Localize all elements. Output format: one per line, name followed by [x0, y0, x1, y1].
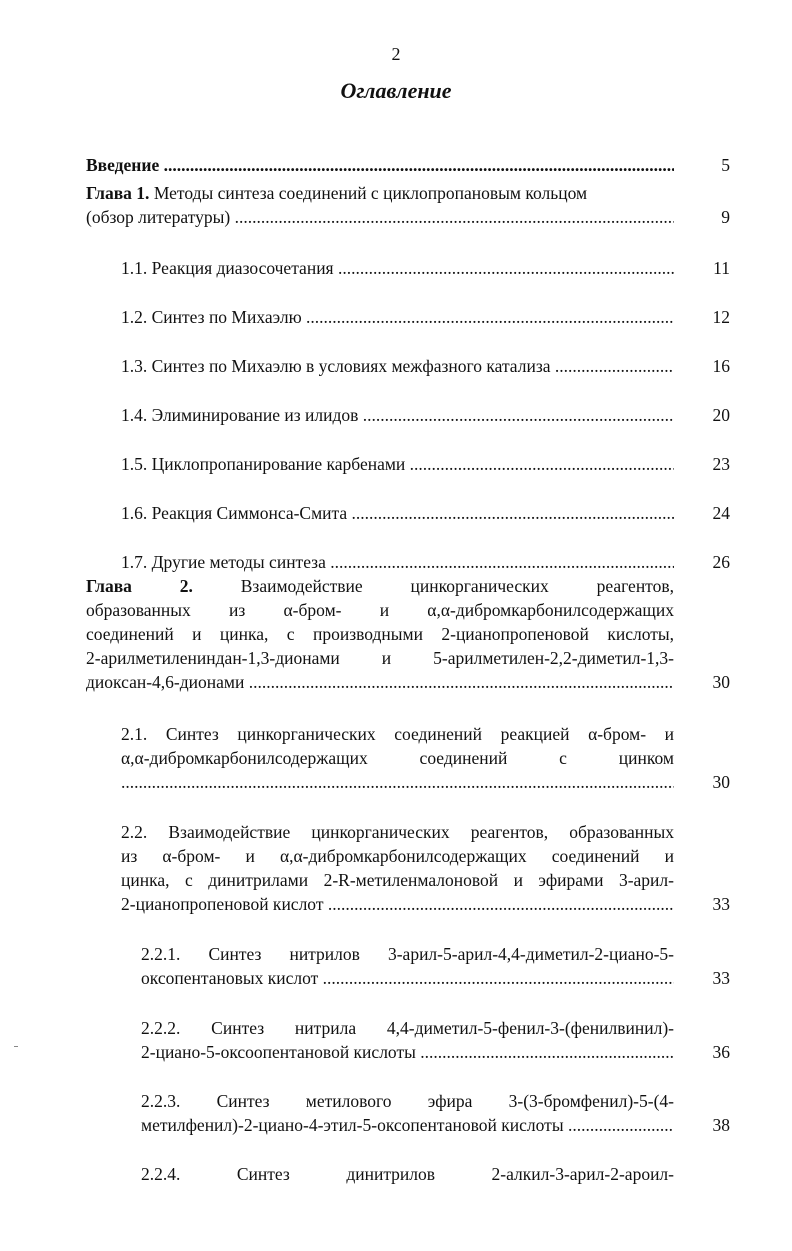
toc-entry-title: 1.1. Реакция диазосочетания ..... [121, 256, 674, 280]
toc-entry-1-5[interactable] [121, 452, 674, 476]
toc-page-number: 30 [712, 772, 730, 792]
toc-entry-title: 1.6. Реакция Симмонса-Смита ..... [121, 501, 674, 525]
toc-entry-2-2-3[interactable] [141, 1089, 674, 1137]
toc-entry-title-cont: α,α-дибромкарбонилсодержащих соединений с цинком [121, 748, 674, 768]
toc-entry-1-6[interactable] [121, 501, 674, 525]
page-number: 2 [391, 44, 401, 64]
toc-entry-2-2-1[interactable] [141, 942, 674, 990]
toc-entry-title: 2.2.3. Синтез метилового эфира 3-(3-бромфенил)-5-(4- [141, 1091, 674, 1111]
toc-entry-2-2-4[interactable] [141, 1162, 674, 1186]
toc-entry-1-7[interactable] [121, 550, 674, 574]
toc-entry-2-2-2[interactable] [141, 1016, 674, 1064]
toc-entry-title-cont: соединений и цинка, с производными 2-цианопропеновой кислоты, [86, 624, 674, 644]
toc-entry-title-cont: 2-циано-5-оксоопентановой кислоты ..... [141, 1040, 674, 1064]
toc-entry-chapter-1[interactable] [86, 181, 674, 229]
toc-page-number: 9 [721, 207, 730, 227]
toc-page-number: 12 [712, 307, 730, 327]
page-title: Оглавление [340, 78, 452, 103]
toc-entry-title: 2.2.2. Синтез нитрила 4,4-диметил-5-фенил-3-(фенилвинил)- [141, 1018, 674, 1038]
toc-entry-title: 1.7. Другие методы синтеза ..... [121, 550, 674, 574]
toc-entry-title: 1.4. Элиминирование из илидов ..... [121, 403, 674, 427]
toc-entry-title: Взаимодействие цинкорганических реагентов, [192, 576, 674, 596]
toc-entry-1-4[interactable] [121, 403, 674, 427]
toc-entry-2-2[interactable] [121, 820, 674, 916]
toc-page-number: 38 [712, 1115, 730, 1135]
toc-page-number: 26 [712, 552, 730, 572]
toc-page-number: 11 [713, 258, 730, 278]
toc-entry-intro[interactable] [86, 153, 674, 177]
toc-page-number: 30 [712, 672, 730, 692]
toc-entry-title-cont: диоксан-4,6-дионами ..... [86, 670, 674, 694]
toc-entry-title: 2.2.4. Синтез динитрилов 2-алкил-3-арил-2-ароил- [141, 1164, 674, 1184]
toc-entry-title: 2.2. Взаимодействие цинкорганических реагентов, образованных [121, 822, 674, 842]
toc-entry-title-cont: образованных из α-бром- и α,α-дибромкарбонилсодержащих [86, 600, 674, 620]
toc-entry-leader [121, 770, 674, 794]
toc-entry-title-cont: 2-арилметилениндан-1,3-дионами и 5-арилметилен-2,2-диметил-1,3- [86, 648, 674, 668]
toc-entry-title: 1.5. Циклопропанирование карбенами ..... [121, 452, 674, 476]
toc-entry-title: 2.2.1. Синтез нитрилов 3-арил-5-арил-4,4-диметил-2-циано-5- [141, 944, 674, 964]
toc-page-number: 33 [712, 968, 730, 988]
toc-entry-title-cont: (обзор литературы) ..... [86, 205, 674, 229]
toc-entry-title: Введение ..... [86, 153, 674, 177]
toc-entry-2-1[interactable] [121, 722, 674, 794]
toc-page-number: 20 [712, 405, 730, 425]
toc-entry-title: 1.2. Синтез по Михаэлю ..... [121, 305, 674, 329]
toc-entry-title-cont: метилфенил)-2-циано-4-этил-5-оксопентановой кислоты ..... [141, 1113, 674, 1137]
toc-page-number: 16 [712, 356, 730, 376]
toc-entry-1-2[interactable] [121, 305, 674, 329]
toc-entry-title-cont: оксопентановых кислот ..... [141, 966, 674, 990]
toc-page-number: 36 [712, 1042, 730, 1062]
toc-entry-title: Методы синтеза соединений с циклопропановым кольцом [149, 183, 588, 203]
toc-entry-title: 1.3. Синтез по Михаэлю в условиях межфазного катализа ..... [121, 354, 674, 378]
toc-page-number: 5 [721, 155, 730, 175]
toc-entry-1-1[interactable] [121, 256, 674, 280]
chapter-label: Глава 2. [86, 576, 193, 596]
margin-mark [14, 1046, 18, 1047]
toc-page-number: 23 [712, 454, 730, 474]
toc-page-number: 33 [712, 894, 730, 914]
toc-entry-chapter-2[interactable] [86, 574, 674, 694]
toc-entry-title-cont: 2-цианопропеновой кислот ..... [121, 892, 674, 916]
toc-entry-title: 2.1. Синтез цинкорганических соединений реакцией α-бром- и [121, 724, 674, 744]
toc-entry-title-cont: цинка, с динитрилами 2-R-метиленмалоновой и эфирами 3-арил- [121, 870, 674, 890]
chapter-label: Глава 1. [86, 183, 150, 203]
toc-entry-title-cont: из α-бром- и α,α-дибромкарбонилсодержащих соединений и [121, 846, 674, 866]
toc-page-number: 24 [712, 503, 730, 523]
toc-entry-1-3[interactable] [121, 354, 674, 378]
